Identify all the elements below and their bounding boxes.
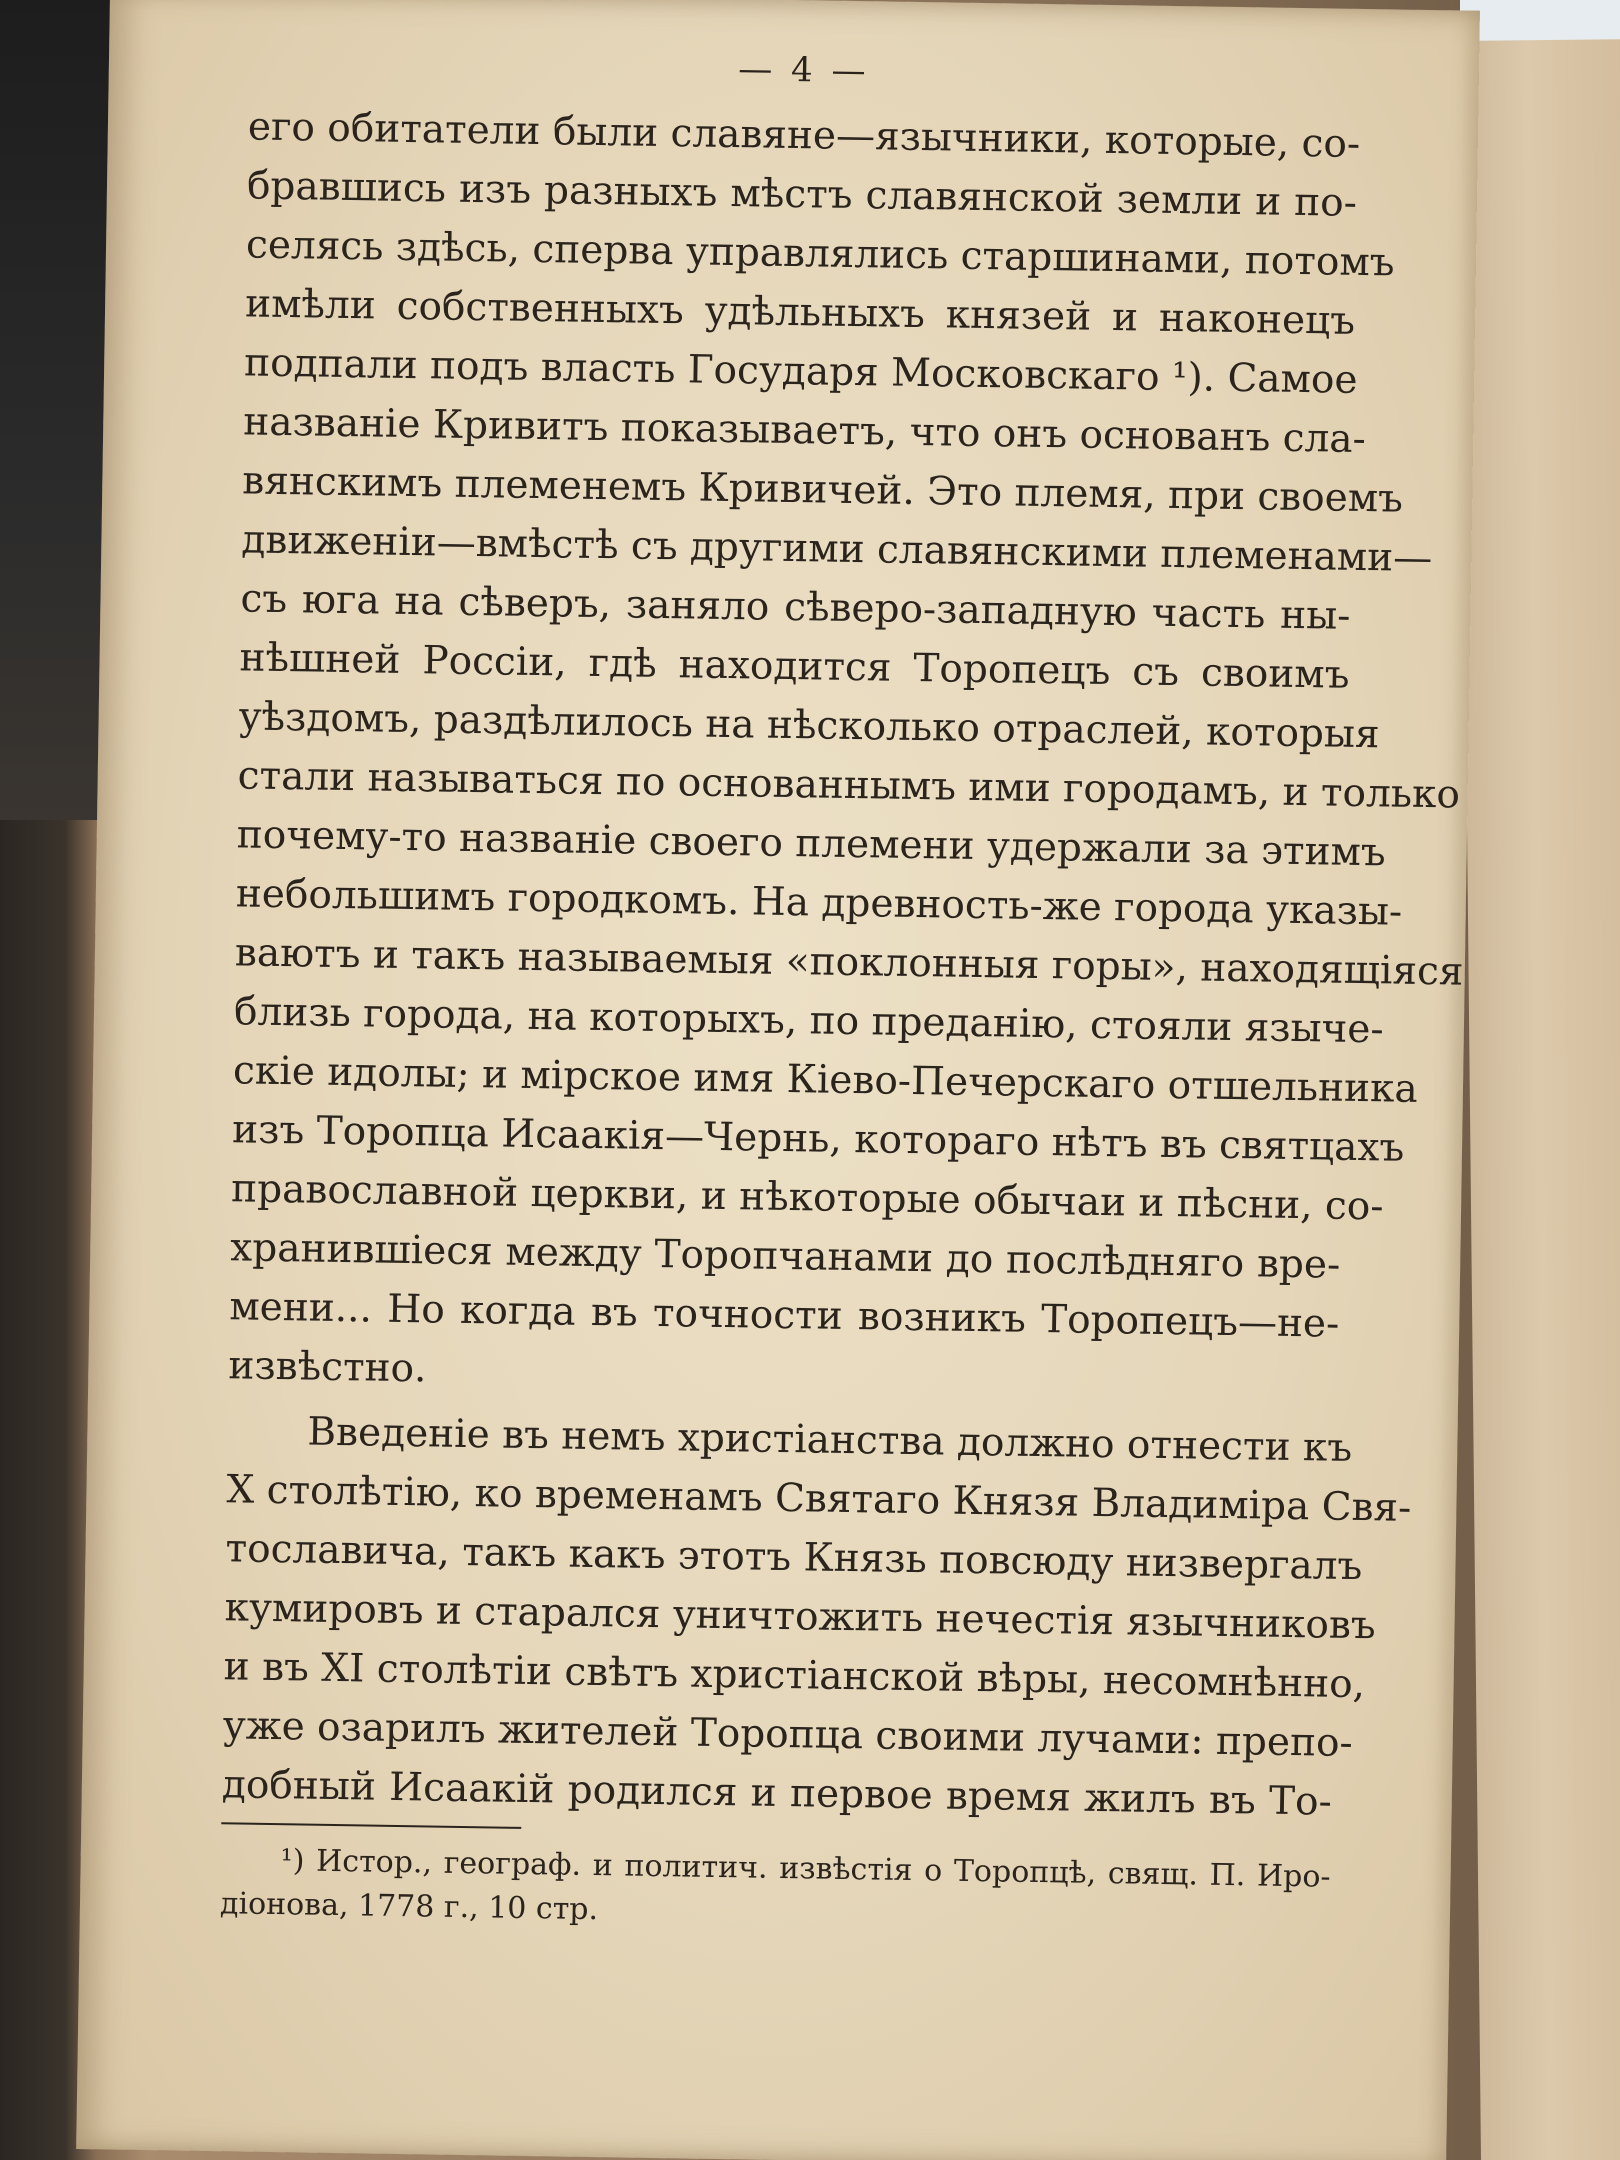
text-line: селясь здѣсь, сперва управлялись старшинами, потомъ <box>245 222 1395 286</box>
paragraph-2 <box>221 1401 1412 1831</box>
text-line: уже озарилъ жителей Торопца своими лучами: препо- <box>222 1703 1354 1766</box>
text-line: нѣшней Россіи, гдѣ находится Торопецъ съ своимъ <box>239 635 1350 698</box>
text-line: кумировъ и старался уничтожить нечестія язычниковъ <box>224 1585 1377 1649</box>
text-line: близь города, на которыхъ, по преданію, стояли языче- <box>233 989 1384 1053</box>
text-line: его обитатели были славяне—язычники, которые, со- <box>247 104 1361 167</box>
background-object <box>0 0 110 820</box>
text-line: имѣли собственныхъ удѣльныхъ князей и наконецъ <box>244 281 1356 344</box>
text-line: изъ Торопца Исаакія—Чернь, котораго нѣтъ въ святцахъ <box>231 1107 1405 1171</box>
footnote-divider <box>221 1822 521 1829</box>
footnote <box>220 1838 1331 1943</box>
text-line: X столѣтію, ко временамъ Святаго Князя Владиміра Свя- <box>226 1467 1412 1531</box>
footnote-line: діонова, 1778 г., 10 стр. <box>219 1886 599 1928</box>
text-line: ваютъ и такъ называемыя «поклонныя горы», находящіяся <box>234 930 1464 995</box>
text-line: тославича, такъ какъ этотъ Князь повсюду низвергалъ <box>225 1526 1363 1590</box>
paragraph-1 <box>228 97 1464 1412</box>
text-line: стали называться по основаннымъ ими городамъ, и только <box>237 753 1461 818</box>
text-line: добный Исаакій родился и первое время жилъ въ То- <box>221 1762 1333 1825</box>
text-line: мени... Но когда въ точности возникъ Торопецъ—не- <box>229 1284 1340 1347</box>
text-line: и въ XI столѣтіи свѣтъ христіанской вѣры, несомнѣнно, <box>223 1644 1366 1708</box>
page-text <box>219 41 1464 1943</box>
text-line: хранившіеся между Торопчанами до послѣдняго вре- <box>229 1225 1341 1288</box>
text-line: бравшись изъ разныхъ мѣстъ славянской земли и по- <box>246 163 1358 226</box>
text-line: почему-то названіе своего племени удержали за этимъ <box>236 812 1387 876</box>
text-line: съ юга на сѣверъ, заняло сѣверо-западную часть ны- <box>240 576 1351 639</box>
book-page <box>76 0 1480 2160</box>
text-line: скіе идолы; и мірское имя Кіево-Печерскаго отшельника <box>232 1048 1419 1112</box>
text-line: уѣздомъ, раздѣлилось на нѣсколько отраслей, которыя <box>238 694 1380 758</box>
text-line: движеніи—вмѣстѣ съ другими славянскими племенами— <box>241 517 1433 582</box>
facing-page-edge <box>1459 39 1620 2160</box>
footnote-line: ¹) Истор., географ. и политич. извѣстія о Торопцѣ, свящ. П. Иро- <box>280 1843 1331 1895</box>
text-line: названіе Кривитъ показываетъ, что онъ основанъ сла- <box>242 399 1367 463</box>
page-number: — 4 — <box>737 49 870 92</box>
text-line: небольшимъ городкомъ. На древность-же города указы- <box>235 871 1403 935</box>
text-line: подпали подъ власть Государя Московскаго ¹). Самое <box>243 340 1358 403</box>
text-line: православной церкви, и нѣкоторые обычаи и пѣсни, со- <box>230 1166 1384 1230</box>
text-line: Введеніе въ немъ христіанства должно отнести къ <box>307 1409 1353 1471</box>
text-line: извѣстно. <box>228 1343 427 1392</box>
text-line: вянскимъ племенемъ Кривичей. Это племя, при своемъ <box>242 458 1404 522</box>
